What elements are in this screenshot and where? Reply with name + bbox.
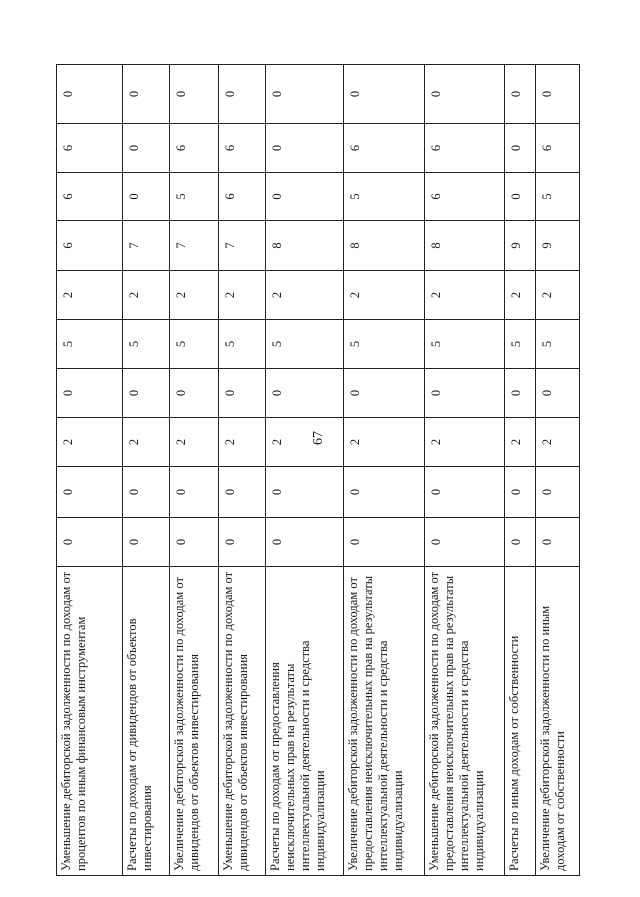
code-digit-cell: 2	[425, 418, 505, 467]
code-digit-cell: 0	[265, 124, 344, 173]
code-digit-cell: 0	[536, 65, 580, 124]
code-digit-cell: 7	[218, 221, 265, 271]
code-digit-cell: 0	[170, 467, 219, 518]
code-digit-cell: 0	[218, 518, 265, 567]
code-digit-cell: 2	[170, 418, 219, 467]
code-digit-cell: 0	[344, 518, 425, 567]
code-digit-cell: 2	[218, 418, 265, 467]
table-row	[536, 65, 580, 876]
table-row	[425, 65, 505, 876]
code-digit-cell: 0	[265, 65, 344, 124]
code-digit-cell: 0	[123, 65, 170, 124]
code-digit-cell: 2	[265, 271, 344, 320]
code-digit-cell: 0	[505, 124, 536, 173]
code-digit-cell: 5	[344, 320, 425, 369]
code-digit-cell: 0	[425, 518, 505, 567]
code-digit-cell: 0	[344, 369, 425, 418]
code-digit-cell: 0	[170, 518, 219, 567]
code-digit-cell: 2	[344, 418, 425, 467]
code-digit-cell: 8	[344, 221, 425, 271]
code-digit-cell: 0	[123, 369, 170, 418]
account-name-cell: Увеличение дебиторской задолженности по доходам от предоставления неисключительных прав на результаты интеллектуальной деятельности и средства индивидуализации	[344, 567, 425, 876]
code-digit-cell: 5	[123, 320, 170, 369]
code-digit-cell: 7	[123, 221, 170, 271]
table-row	[218, 65, 265, 876]
code-digit-cell: 9	[536, 221, 580, 271]
code-digit-cell: 2	[536, 418, 580, 467]
code-digit-cell: 0	[57, 369, 123, 418]
code-digit-cell: 5	[536, 320, 580, 369]
code-digit-cell: 0	[505, 173, 536, 221]
page-number: 67	[311, 431, 326, 445]
account-name-cell: Уменьшение дебиторской задолженности по доходам от предоставления неисключительных прав на результаты интеллектуальной деятельности и средства индивидуализации	[425, 567, 505, 876]
accounts-table	[56, 64, 580, 876]
code-digit-cell: 0	[218, 65, 265, 124]
code-digit-cell: 2	[170, 271, 219, 320]
code-digit-cell: 6	[57, 221, 123, 271]
code-digit-cell: 0	[505, 467, 536, 518]
code-digit-cell: 6	[425, 173, 505, 221]
code-digit-cell: 6	[170, 124, 219, 173]
code-digit-cell: 5	[425, 320, 505, 369]
code-digit-cell: 2	[265, 418, 344, 467]
code-digit-cell: 0	[57, 518, 123, 567]
code-digit-cell: 0	[265, 467, 344, 518]
code-digit-cell: 6	[425, 124, 505, 173]
code-digit-cell: 0	[344, 467, 425, 518]
code-digit-cell: 2	[505, 418, 536, 467]
code-digit-cell: 0	[218, 467, 265, 518]
code-digit-cell: 2	[57, 271, 123, 320]
code-digit-cell: 2	[536, 271, 580, 320]
code-digit-cell: 0	[425, 65, 505, 124]
code-digit-cell: 8	[425, 221, 505, 271]
code-digit-cell: 5	[344, 173, 425, 221]
code-digit-cell: 0	[425, 369, 505, 418]
table-row	[265, 65, 344, 876]
table-row	[344, 65, 425, 876]
code-digit-cell: 0	[344, 65, 425, 124]
code-digit-cell: 0	[57, 65, 123, 124]
code-digit-cell: 0	[505, 369, 536, 418]
account-name-cell: Расчеты по доходам от дивидендов от объектов инвестирования	[123, 567, 170, 876]
code-digit-cell: 0	[123, 518, 170, 567]
code-digit-cell: 0	[57, 467, 123, 518]
code-digit-cell: 2	[505, 271, 536, 320]
code-digit-cell: 5	[57, 320, 123, 369]
code-digit-cell: 0	[536, 467, 580, 518]
code-digit-cell: 0	[170, 369, 219, 418]
code-digit-cell: 0	[505, 65, 536, 124]
table-row	[123, 65, 170, 876]
code-digit-cell: 5	[265, 320, 344, 369]
code-digit-cell: 2	[425, 271, 505, 320]
code-digit-cell: 6	[536, 124, 580, 173]
code-digit-cell: 6	[218, 124, 265, 173]
code-digit-cell: 0	[425, 467, 505, 518]
code-digit-cell: 6	[344, 124, 425, 173]
code-digit-cell: 7	[170, 221, 219, 271]
code-digit-cell: 0	[123, 173, 170, 221]
code-digit-cell: 6	[57, 124, 123, 173]
account-name-cell: Уменьшение дебиторской задолженности по доходам от процентов по иным финансовым инструментам	[57, 567, 123, 876]
code-digit-cell: 5	[536, 173, 580, 221]
code-digit-cell: 2	[123, 418, 170, 467]
code-digit-cell: 0	[218, 369, 265, 418]
code-digit-cell: 5	[218, 320, 265, 369]
accounts-table-container	[56, 64, 580, 876]
account-name-cell: Уменьшение дебиторской задолженности по доходам от дивидендов от объектов инвестирования	[218, 567, 265, 876]
code-digit-cell: 0	[265, 518, 344, 567]
code-digit-cell: 0	[123, 124, 170, 173]
code-digit-cell: 0	[505, 518, 536, 567]
code-digit-cell: 5	[505, 320, 536, 369]
account-name-cell: Расчеты по доходам от предоставления неисключительных прав на результаты интеллектуальной деятельности и средства индивидуализации	[265, 567, 344, 876]
code-digit-cell: 2	[123, 271, 170, 320]
code-digit-cell: 0	[536, 518, 580, 567]
code-digit-cell: 9	[505, 221, 536, 271]
code-digit-cell: 0	[170, 65, 219, 124]
code-digit-cell: 0	[265, 173, 344, 221]
account-name-cell: Расчеты по иным доходам от собственности	[505, 567, 536, 876]
code-digit-cell: 8	[265, 221, 344, 271]
code-digit-cell: 6	[218, 173, 265, 221]
account-name-cell: Увеличение дебиторской задолженности по иным доходам от собственности	[536, 567, 580, 876]
code-digit-cell: 6	[57, 173, 123, 221]
table-row	[170, 65, 219, 876]
table-row	[57, 65, 123, 876]
table-row	[505, 65, 536, 876]
code-digit-cell: 0	[123, 467, 170, 518]
code-digit-cell: 2	[57, 418, 123, 467]
code-digit-cell: 5	[170, 173, 219, 221]
account-name-cell: Увеличение дебиторской задолженности по доходам от дивидендов от объектов инвестирования	[170, 567, 219, 876]
code-digit-cell: 0	[265, 369, 344, 418]
code-digit-cell: 2	[344, 271, 425, 320]
code-digit-cell: 2	[218, 271, 265, 320]
code-digit-cell: 0	[536, 369, 580, 418]
code-digit-cell: 5	[170, 320, 219, 369]
